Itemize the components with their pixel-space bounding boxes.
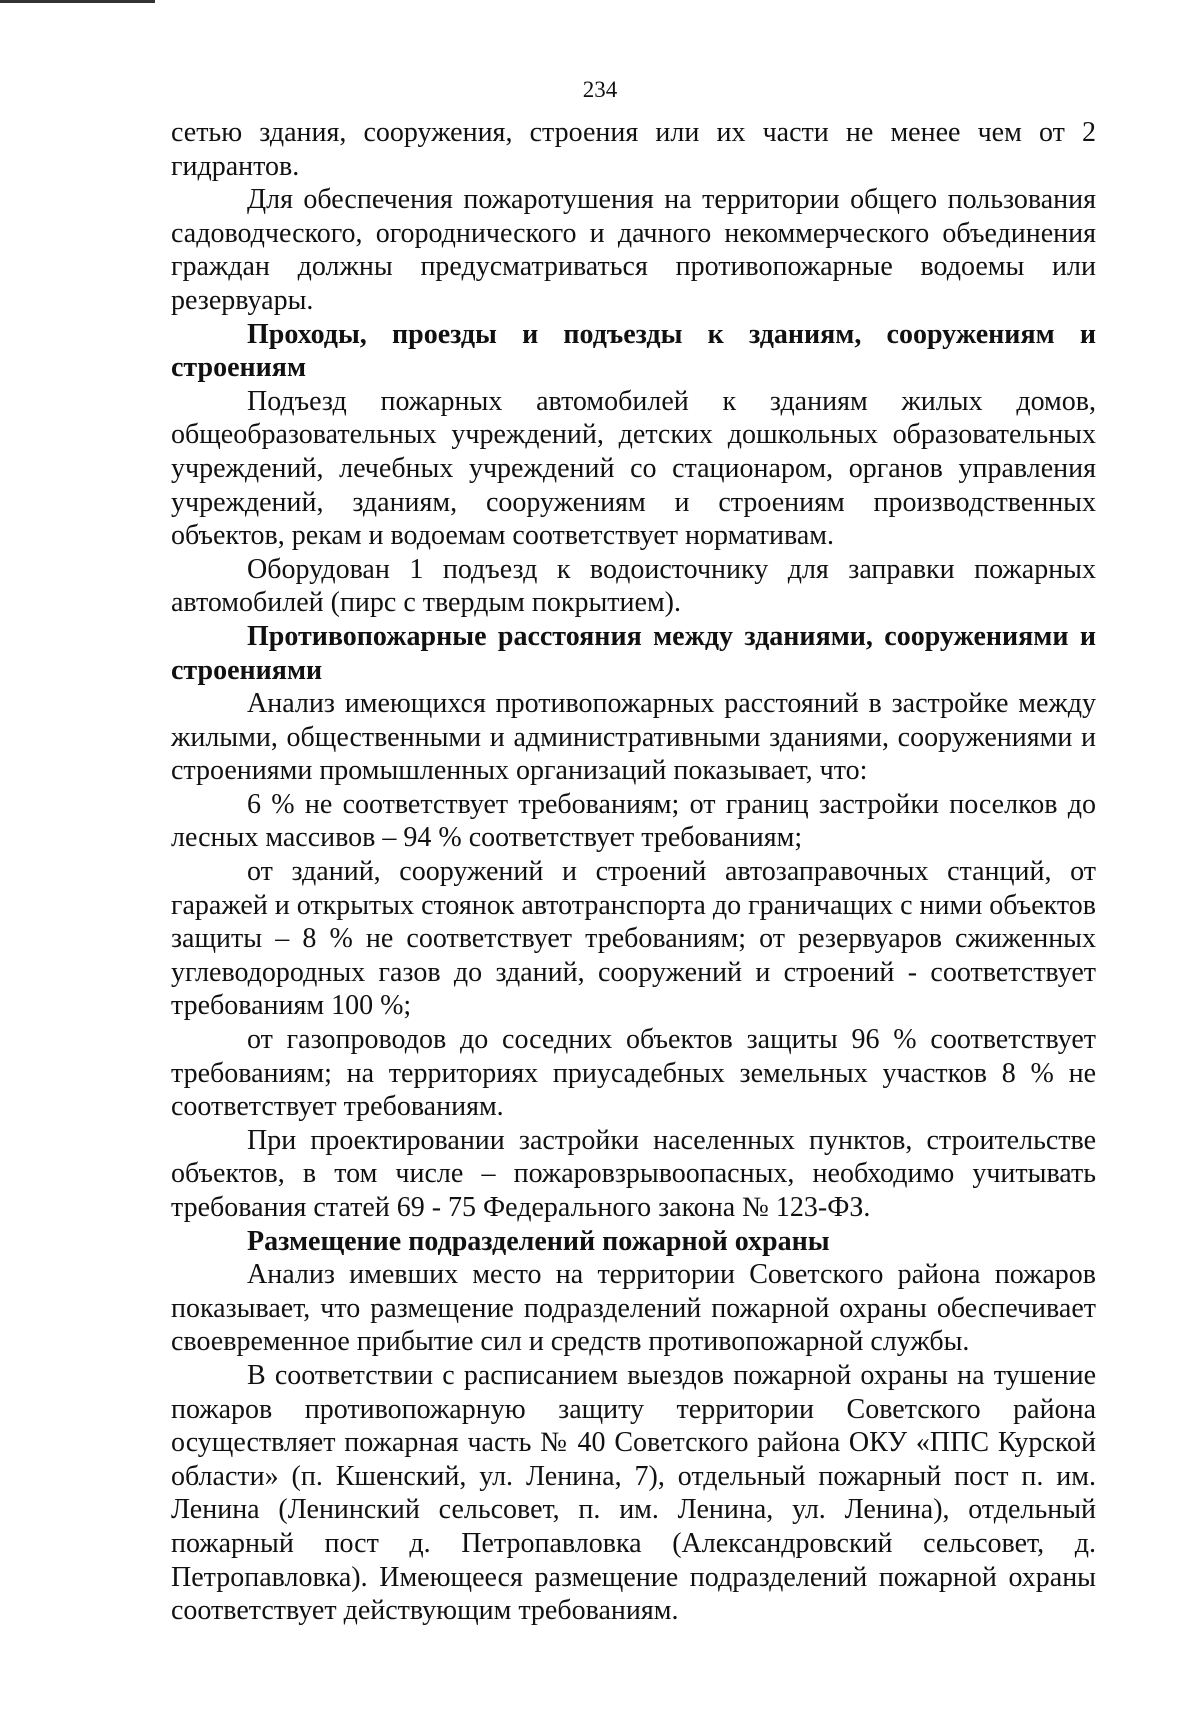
heading-fire-units-placement: Размещение подразделений пожарной охраны	[247, 1225, 830, 1257]
paragraph-fire-analysis: Анализ имевших место на территории Советского района пожаров показывает, что размещение подразделений пожарной охраны обеспечивает своевременное прибытие сил и средств противопожарной службы.	[171, 1259, 1096, 1358]
page-number: 234	[582, 77, 618, 102]
paragraph-reservoirs: Для обеспечения пожаротушения на территории общего пользования садоводческого, огороднического и дачного некоммерческого объединения граждан должны предусматриваться противопожарные водоемы или резервуары.	[171, 184, 1096, 316]
paragraph-fire-vehicle-access: Подъезд пожарных автомобилей к зданиям жилых домов, общеобразовательных учреждений, детских дошкольных образовательных учреждений, лечебных учреждений со стационаром, органов управления учреждений, зданиям, сооружениям и строениям производственных объектов, рекам и водоемам соответствует нормативам.	[171, 385, 1096, 552]
paragraph-design-requirements: При проектировании застройки населенных пунктов, строительстве объектов, в том числе – пожаровзрывоопасных, необходимо учитывать требования статей 69 - 75 Федерального закона № 123-ФЗ.	[171, 1124, 1096, 1223]
paragraph-water-source-access: Оборудован 1 подъезд к водоисточнику для заправки пожарных автомобилей (пирс с твердым покрытием).	[171, 553, 1096, 619]
paragraph-distance-analysis: Анализ имеющихся противопожарных расстояний в застройке между жилыми, общественными и административными зданиями, сооружениями и строениями промышленных организаций показывает, что:	[171, 688, 1096, 787]
paragraph-gas-stations: от зданий, сооружений и строений автозаправочных станций, от гаражей и открытых стоянок автотранспорта до граничащих с ними объектов защиты – 8 % не соответствует требованиям; от резервуаров сжиженных углеводородных газов до зданий, сооружений и строений - соответствует требованиям 100 %;	[171, 856, 1096, 1022]
paragraph-gas-pipelines: от газопроводов до соседних объектов защиты 96 % соответствует требованиям; на территориях приусадебных земельных участков 8 % не соответствует требованиям.	[171, 1024, 1096, 1123]
document-body	[171, 116, 1096, 1628]
heading-fire-distances: Противопожарные расстояния между зданиями, сооружениями и строениями	[171, 620, 1096, 686]
heading-access-routes: Проходы, проезды и подъезды к зданиям, сооружениям и строениям	[171, 318, 1096, 384]
paragraph-fire-station-coverage: В соответствии с расписанием выездов пожарной охраны на тушение пожаров противопожарную защиту территории Советского района осуществляет пожарная часть № 40 Советского района ОКУ «ППС Курской области» (п. Кшенский, ул. Ленина, 7), отдельный пожарный пост п. им. Ленина (Ленинский сельсовет, п. им. Ленина, ул. Ленина), отдельный пожарный пост д. Петропавловка (Александровский сельсовет, д. Петропавловка). Имеющееся размещение подразделений пожарной охраны соответствует действующим требованиям.	[171, 1359, 1096, 1627]
paragraph-forest-distance: 6 % не соответствует требованиям; от границ застройки поселков до лесных массивов – 94 % соответствует требованиям;	[171, 788, 1096, 854]
scan-edge-mark	[0, 0, 155, 3]
paragraph-hydrants: сетью здания, сооружения, строения или их части не менее чем от 2 гидрантов.	[171, 117, 1096, 182]
